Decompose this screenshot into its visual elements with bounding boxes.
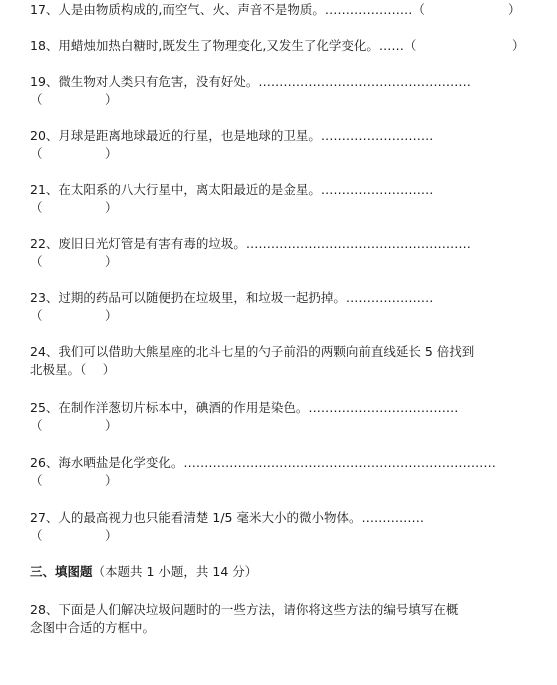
question-28-continuation: 念图中合适的方框中。 bbox=[30, 620, 156, 635]
section-3-title: 三、填图题 bbox=[30, 564, 93, 579]
question-24-continuation: 北极星。（ ） bbox=[30, 362, 116, 377]
question-23-text: 23、过期的药品可以随便扔在垃圾里，和垃圾一起扔掉。………………… bbox=[30, 290, 434, 305]
question-17-close-paren: ） bbox=[508, 2, 521, 17]
question-28: 28、下面是人们解决垃圾问题时的一些方法，请你将这些方法的编号填写在概 bbox=[30, 602, 459, 617]
question-19-text: 19、微生物对人类只有危害，没有好处。…………………………………………… bbox=[30, 74, 471, 89]
question-27 bbox=[30, 510, 424, 526]
question-26-text: 26、海水晒盐是化学变化。………………………………………………………………… bbox=[30, 455, 496, 470]
question-19-answer: （ ） bbox=[30, 92, 118, 107]
question-27-answer: （ ） bbox=[30, 528, 118, 543]
question-21-answer: （ ） bbox=[30, 200, 118, 215]
question-23 bbox=[30, 290, 433, 306]
question-25-answer: （ ） bbox=[30, 418, 118, 433]
question-21 bbox=[30, 182, 433, 198]
question-19 bbox=[30, 74, 471, 90]
question-18-text: 18、用蜡烛加热白糖时,既发生了物理变化,又发生了化学变化。……（ bbox=[30, 38, 417, 53]
question-21-text: 21、在太阳系的八大行星中，离太阳最近的是金星。……………………… bbox=[30, 182, 434, 197]
question-23-answer: （ ） bbox=[30, 308, 118, 323]
question-22-text: 22、废旧日光灯管是有害有毒的垃圾。……………………………………………… bbox=[30, 236, 471, 251]
question-18-close-paren: ） bbox=[512, 38, 525, 53]
question-20-text: 20、月球是距离地球最近的行星，也是地球的卫星。……………………… bbox=[30, 128, 434, 143]
question-26-answer: （ ） bbox=[30, 473, 118, 488]
question-17 bbox=[30, 2, 425, 18]
question-26 bbox=[30, 455, 496, 471]
question-25-text: 25、在制作洋葱切片标本中，碘酒的作用是染色。……………………………… bbox=[30, 400, 459, 415]
question-17-text: 17、人是由物质构成的,而空气、火、声音不是物质。…………………（ bbox=[30, 2, 425, 17]
question-25 bbox=[30, 400, 458, 416]
question-24 bbox=[30, 344, 474, 360]
question-18 bbox=[30, 38, 416, 54]
question-22-answer: （ ） bbox=[30, 254, 118, 269]
question-22 bbox=[30, 236, 471, 252]
question-20-answer: （ ） bbox=[30, 146, 118, 161]
question-24-text: 24、我们可以借助大熊星座的北斗七星的勺子前沿的两颗向前直线延长 5 倍找到 bbox=[30, 344, 475, 359]
section-3-subtitle: （本题共 1 小题，共 14 分） bbox=[92, 564, 258, 579]
question-27-text: 27、人的最高视力也只能看清楚 1/5 毫米大小的微小物体。…………… bbox=[30, 510, 424, 525]
section-3-heading bbox=[30, 564, 257, 580]
question-20 bbox=[30, 128, 433, 144]
